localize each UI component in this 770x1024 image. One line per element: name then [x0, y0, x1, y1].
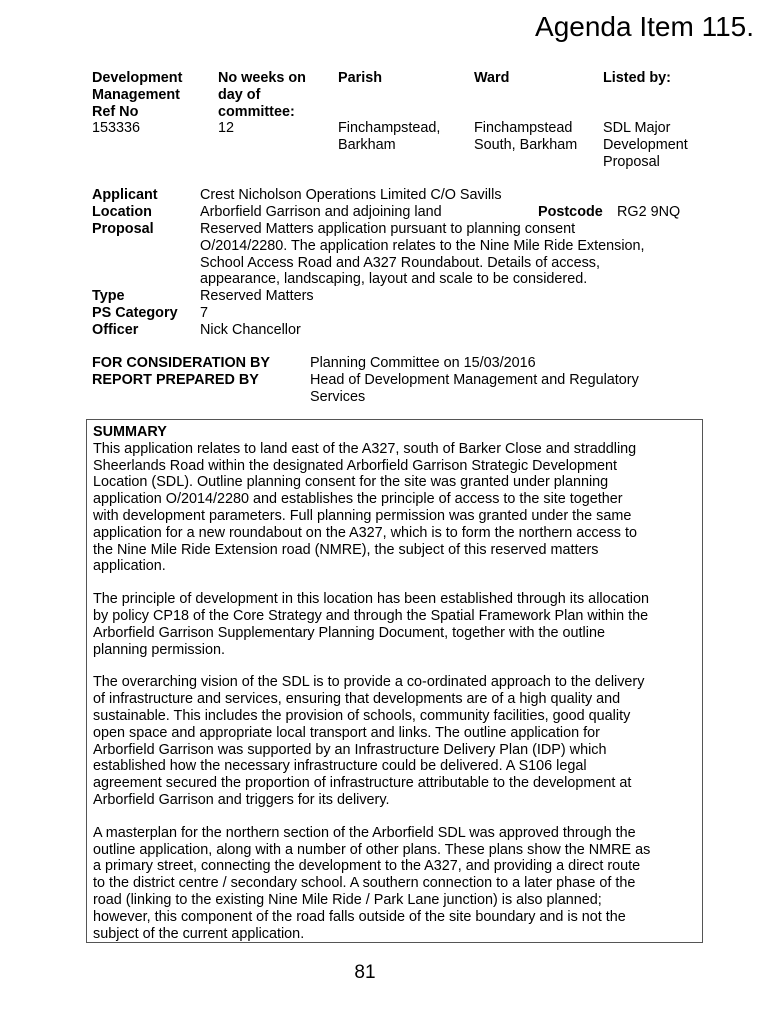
type-label: Type	[92, 288, 125, 304]
officer-value: Nick Chancellor	[200, 322, 301, 338]
agenda-item-title: Agenda Item 115.	[535, 11, 754, 42]
postcode-label: Postcode	[538, 204, 603, 220]
weeks-header: No weeks on day of committee:	[218, 70, 306, 120]
ref-header: Development Management Ref No	[92, 70, 183, 120]
ward-header: Ward	[474, 70, 510, 86]
summary-paragraph: The principle of development in this location has been established through its allocation by policy CP18 of the Core Strategy and through the Spatial Framework Plan within the Arborfield Garrison Supplementary Planning Document, together with the outline planning permission.	[93, 591, 649, 658]
summary-paragraph: This application relates to land east of the A327, south of Barker Close and straddling Sheerlands Road within the designated Arborfield Garrison Strategic Development Location (SDL). Outline planning consent for the site was granted under planning application O/2014/2280 and establishes the principle of access to the site together with development parameters. Full planning permission was granted under the same application for a new roundabout on the A327, which is to form the northern access to the Nine Mile Ride Extension road (NMRE), the subject of this reserved matters application.	[93, 440, 637, 575]
applicant-value: Crest Nicholson Operations Limited C/O Savills	[200, 187, 502, 203]
ref-value: 153336	[92, 120, 141, 136]
location-label: Location	[92, 204, 152, 220]
report-prepared-label: REPORT PREPARED BY	[92, 372, 259, 388]
summary-paragraph: The overarching vision of the SDL is to provide a co-ordinated approach to the delivery of infrastructure and services, ensuring that developments are of a high quality and sustainable. This includes the provision of schools, community facilities, good quality open space and appropriate local transport and links. The outline application for Arborfield Garrison was supported by an Infrastructure Delivery Plan (IDP) which established how the necessary infrastructure could be delivered. A S106 legal agreement secured the proportion of infrastructure attributable to the development at Arborfield Garrison and triggers for its delivery.	[93, 674, 645, 808]
location-value: Arborfield Garrison and adjoining land	[200, 204, 442, 220]
summary-content	[93, 424, 699, 942]
type-value: Reserved Matters	[200, 288, 314, 304]
proposal-value: Reserved Matters application pursuant to planning consent O/2014/2280. The application relates to the Nine Mile Ride Extension, School Access Road and A327 Roundabout. Details of access, appearance, landscaping, layout and scale to be considered.	[200, 221, 645, 288]
page-number: 81	[354, 962, 376, 983]
ward-value: Finchampstead South, Barkham	[474, 120, 578, 153]
summary-box	[86, 419, 703, 943]
parish-header: Parish	[338, 70, 382, 86]
parish-value: Finchampstead, Barkham	[338, 120, 441, 153]
ps-category-value: 7	[200, 305, 209, 321]
officer-label: Officer	[92, 322, 139, 338]
summary-heading: SUMMARY	[93, 424, 167, 440]
for-consideration-label: FOR CONSIDERATION BY	[92, 355, 271, 371]
postcode-value: RG2 9NQ	[617, 204, 681, 220]
weeks-value: 12	[218, 120, 235, 136]
applicant-label: Applicant	[92, 187, 158, 203]
listed-value: SDL Major Development Proposal	[603, 120, 688, 170]
proposal-label: Proposal	[92, 221, 154, 237]
report-prepared-value: Head of Development Management and Regulatory Services	[310, 372, 639, 405]
listed-header: Listed by:	[603, 70, 671, 86]
for-consideration-value: Planning Committee on 15/03/2016	[310, 355, 536, 371]
summary-paragraph: A masterplan for the northern section of the Arborfield SDL was approved through the outline application, along with a number of other plans. These plans show the NMRE as a primary street, connecting the development to the A327, and providing a direct route to the district centre / secondary school. A southern connection to a later phase of the road (linking to the existing Nine Mile Ride / Park Lane junction) is also planned; however, this component of the road falls outside of the site boundary and is not the subject of the current application.	[93, 824, 651, 942]
ps-category-label: PS Category	[92, 305, 178, 321]
